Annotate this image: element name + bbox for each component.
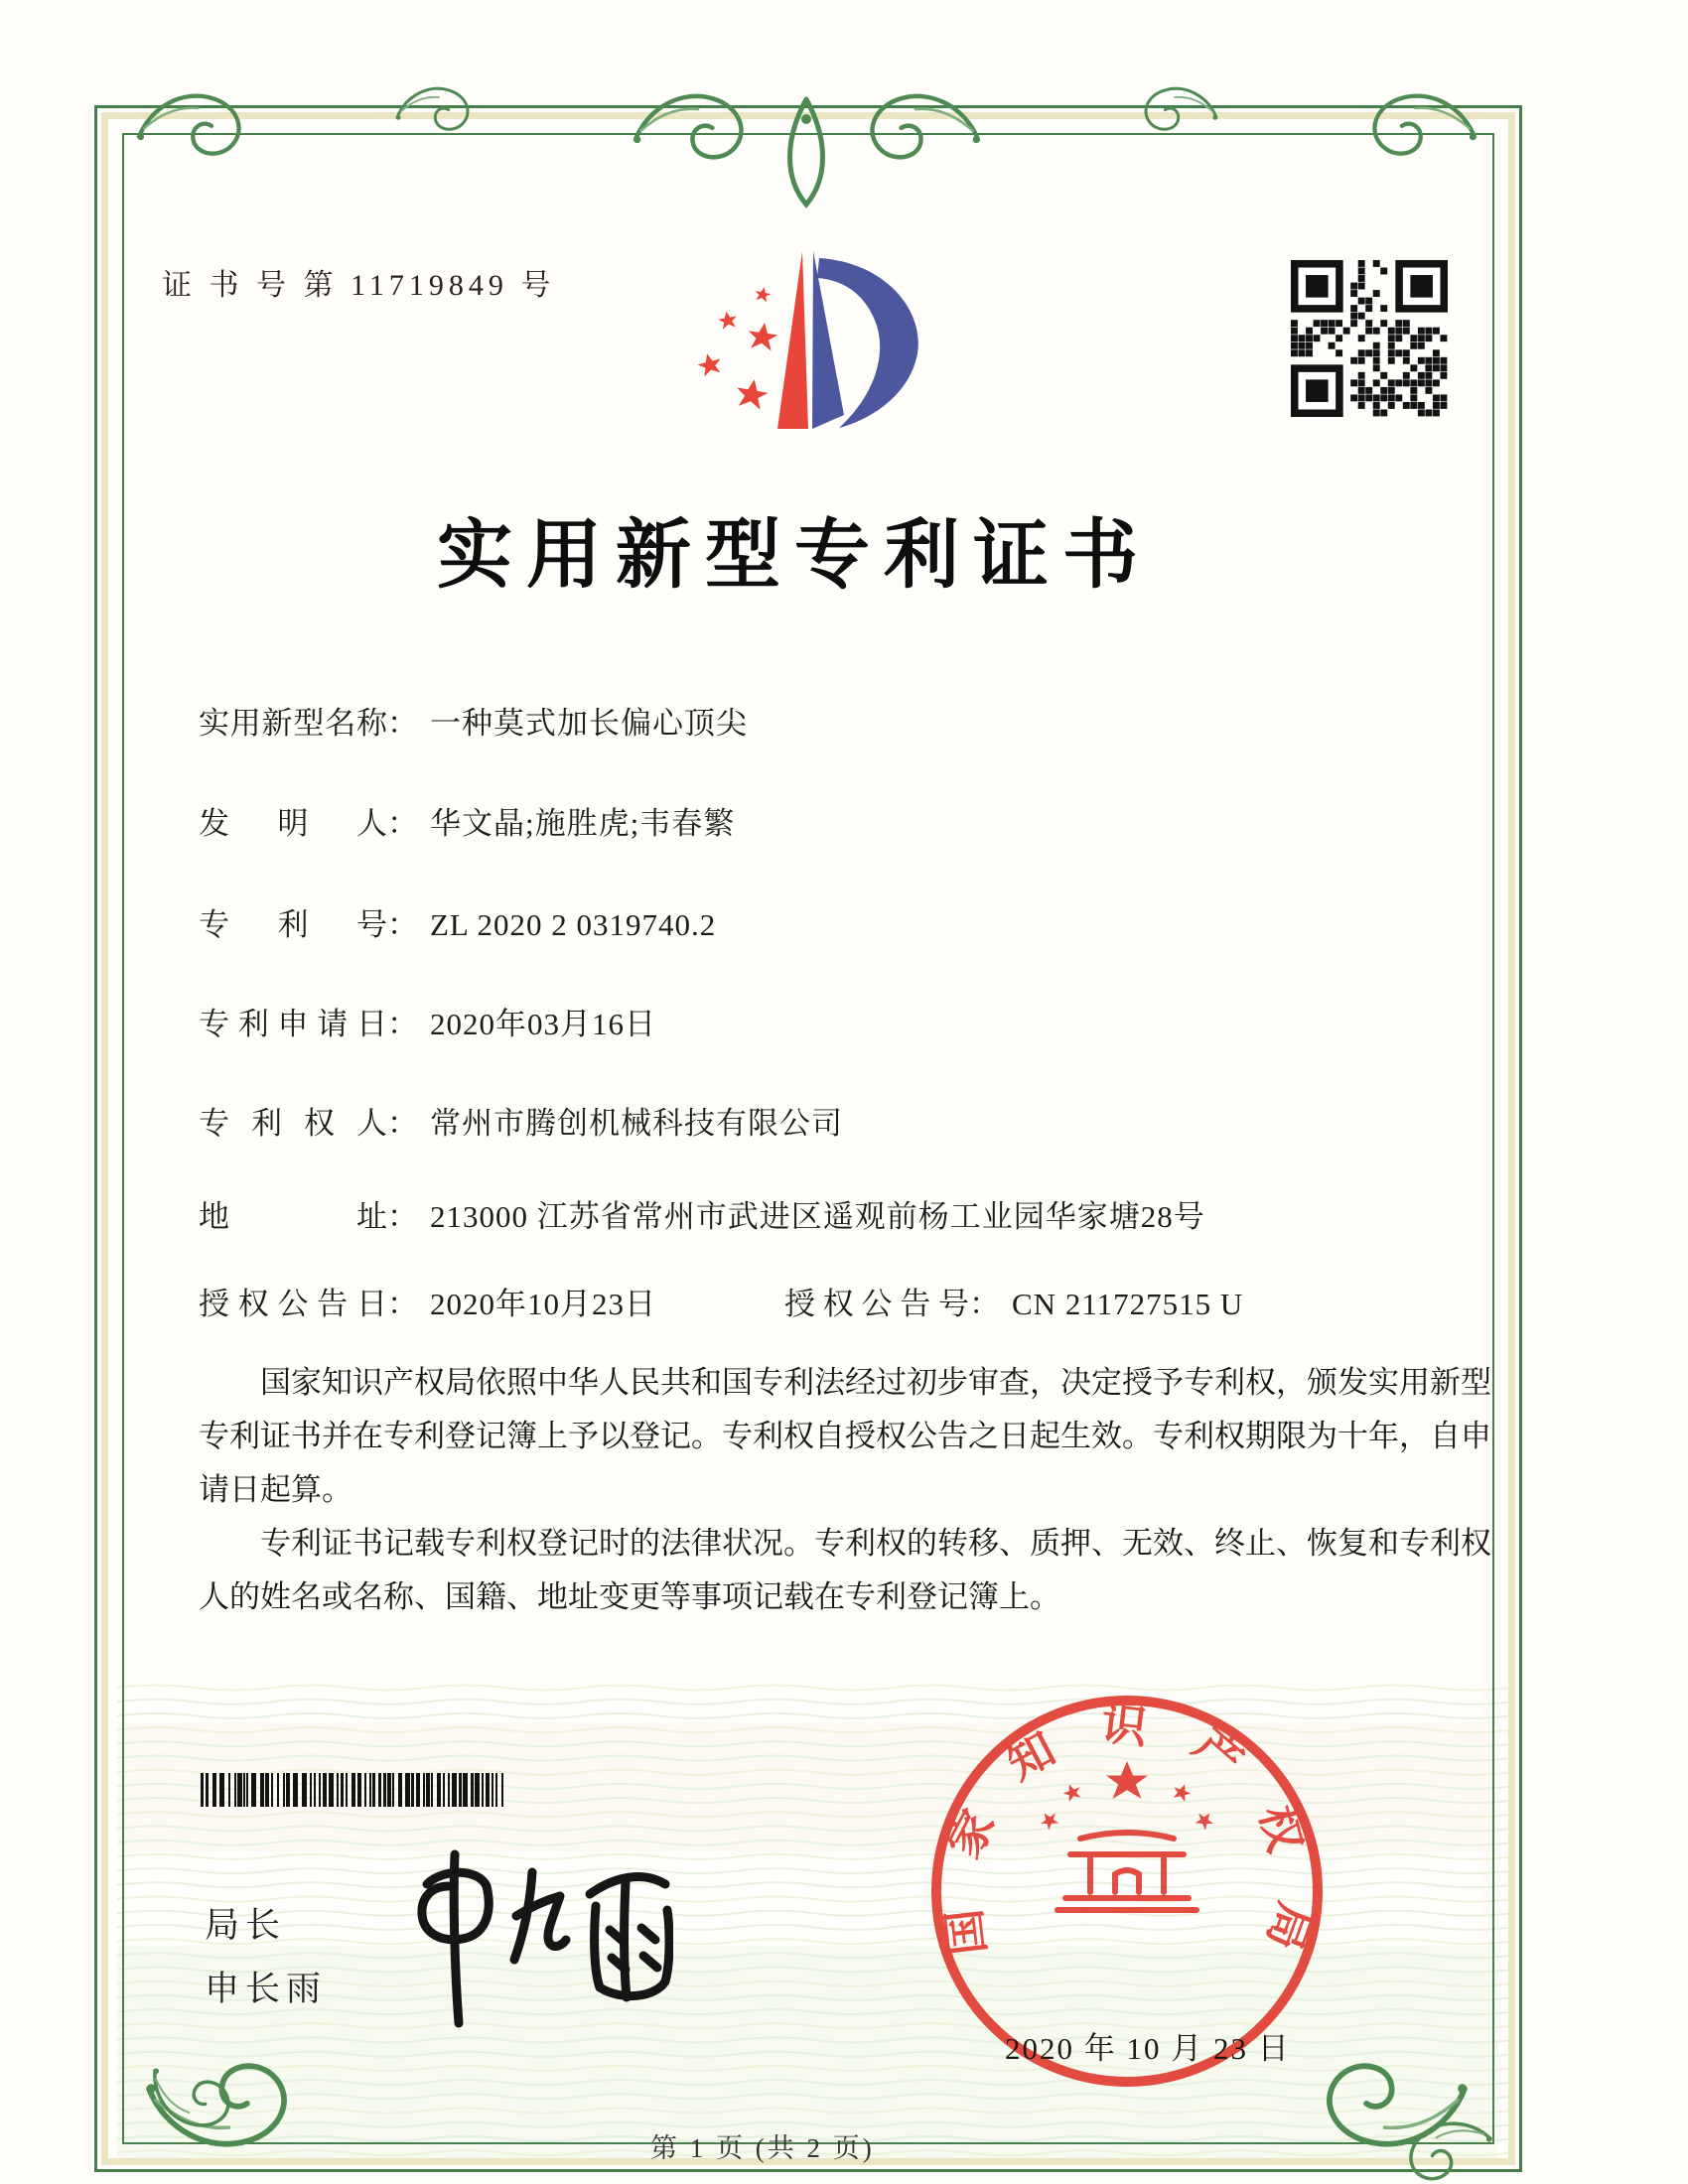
field-label: 专利申请日 — [199, 1007, 387, 1041]
cnipa-logo-icon — [690, 238, 938, 442]
grant-number-group — [784, 1279, 1243, 1323]
national-emblem-icon — [1037, 1761, 1216, 1910]
svg-text:国家知识产权局 — [933, 1698, 1322, 1997]
legal-body-text — [199, 1356, 1491, 1624]
seal-date: 2020 年 10 月 23 日 — [1005, 2031, 1291, 2066]
field-colon: ： — [387, 1199, 418, 1234]
grant-date-label: 授权公告日 — [199, 1287, 387, 1321]
director-name-label: 申长雨 — [205, 1970, 328, 2008]
director-title-label: 局长 — [205, 1906, 287, 1945]
field-colon: ： — [387, 1007, 418, 1041]
grant-number-value: CN 211727515 U — [1012, 1287, 1244, 1321]
field-colon: ： — [387, 706, 418, 741]
field-label: 地址 — [199, 1199, 387, 1234]
field-label: 专利权人 — [199, 1106, 387, 1141]
field-value: 一种莫式加长偏心顶尖 — [430, 706, 748, 741]
handwritten-signature-icon — [375, 1833, 673, 2031]
grant-date-value: 2020年10月23日 — [430, 1287, 656, 1321]
field-row-address — [199, 1191, 1499, 1236]
field-value: ZL 2020 2 0319740.2 — [430, 907, 717, 942]
legal-paragraph-1: 国家知识产权局依照中华人民共和国专利法经过初步审查，决定授予专利权，颁发实用新型专利证书并在专利登记簿上予以登记。专利权自授权公告之日起生效。专利权期限为十年，自申请日起算。 — [199, 1365, 1491, 1507]
field-value: 华文晶;施胜虎;韦春繁 — [430, 806, 736, 841]
field-row-patent-number — [199, 899, 1499, 944]
qr-code-icon — [1291, 260, 1448, 417]
field-value: 213000 江苏省常州市武进区遥观前杨工业园华家塘28号 — [430, 1199, 1205, 1234]
field-label: 发明人 — [199, 806, 387, 841]
seal-organization-text: 国家知识产权局 — [933, 1698, 1323, 1998]
page-number-footer: 第 1 页 (共 2 页) — [650, 2133, 875, 2163]
field-value: 2020年03月16日 — [430, 1007, 656, 1041]
field-colon: ： — [387, 907, 418, 942]
field-colon: ： — [387, 1287, 418, 1321]
field-row-patentee — [199, 1098, 1499, 1143]
field-row-inventors — [199, 798, 1499, 843]
grant-number-label: 授权公告号 — [784, 1287, 969, 1321]
certificate-number: 证 书 号 第 11719849 号 — [162, 269, 556, 302]
barcode-icon — [201, 1773, 508, 1807]
field-row-utility-model-name — [199, 698, 1499, 743]
field-label: 专利号 — [199, 907, 387, 942]
field-value: 常州市腾创机械科技有限公司 — [430, 1106, 843, 1141]
field-colon: ： — [969, 1287, 1000, 1321]
legal-paragraph-2: 专利证书记载专利权登记时的法律状况。专利权的转移、质押、无效、终止、恢复和专利权人的姓名或名称、国籍、地址变更等事项记载在专利登记簿上。 — [199, 1526, 1491, 1614]
field-colon: ： — [387, 1106, 418, 1141]
field-row-filing-date — [199, 999, 1499, 1043]
field-colon: ： — [387, 806, 418, 841]
certificate-title: 实用新型专利证书 — [437, 514, 1152, 598]
field-label: 实用新型名称 — [199, 706, 387, 741]
field-row-grant — [199, 1279, 1499, 1323]
